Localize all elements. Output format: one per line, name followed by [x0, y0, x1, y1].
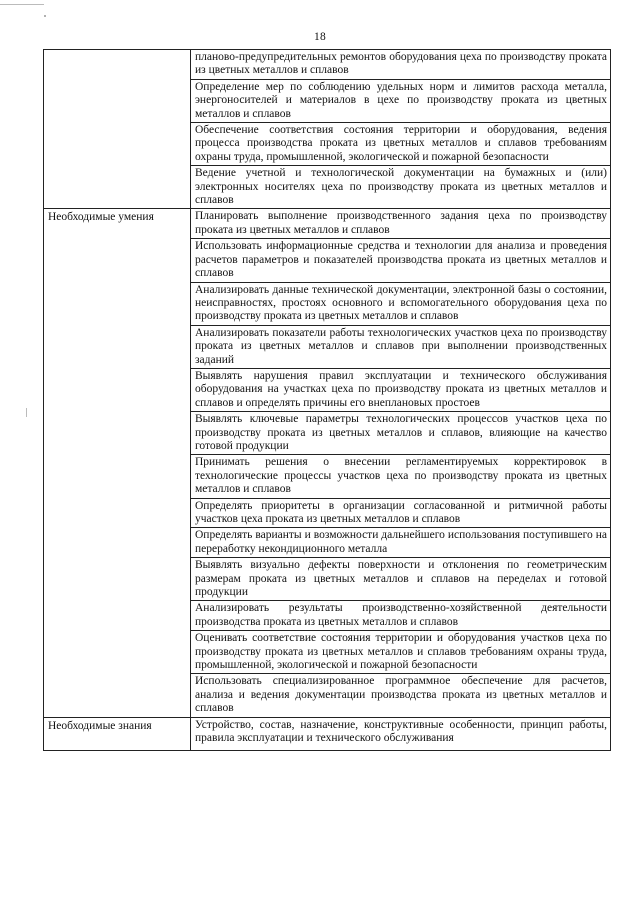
table-cell: Анализировать данные технической документации, электронной базы о состоянии, неисправностях, простоях основного и вспомогательного оборудования цеха по производству проката из цветных металлов и сплавов	[191, 282, 611, 325]
section-label-skills: Необходимые умения	[44, 209, 191, 717]
scan-corner-mark	[0, 0, 44, 5]
table-row	[44, 717, 611, 750]
section-label-continued	[44, 50, 191, 209]
page-number: 18	[314, 31, 326, 43]
table-cell: Выявлять визуально дефекты поверхности и отклонения по геометрическим размерам проката из цветных металлов и сплавов на переделах и готовой продукции	[191, 558, 611, 601]
requirements-table	[43, 49, 611, 751]
table-cell: Использовать информационные средства и технологии для анализа и проведения расчетов параметров и показателей производства проката из цветных металлов и сплавов	[191, 239, 611, 282]
scan-speck	[44, 15, 46, 17]
table-cell: Выявлять ключевые параметры технологических процессов участков цеха по производству проката из цветных металлов и сплавов, влияющие на качество готовой продукции	[191, 412, 611, 455]
table-cell: Определение мер по соблюдению удельных норм и лимитов расхода металла, энергоносителей и материалов в цехе по производству проката из цветных металлов и сплавов	[191, 79, 611, 122]
table-cell: Обеспечение соответствия состояния территории и оборудования, ведения процесса производства проката из цветных металлов и сплавов требованиям охраны труда, промышленной, экологической и пожарной безопасности	[191, 123, 611, 166]
section-label-knowledge: Необходимые знания	[44, 717, 191, 750]
scan-speck	[26, 408, 27, 417]
table-cell: планово-предупредительных ремонтов оборудования цеха по производству проката из цветных металлов и сплавов	[191, 50, 611, 80]
table-cell: Определять варианты и возможности дальнейшего использования поступившего на переработку некондиционного металла	[191, 528, 611, 558]
table-cell: Использовать специализированное программное обеспечение для расчетов, анализа и ведения документации производства проката из цветных металлов и сплавов	[191, 674, 611, 717]
table-cell: Определять приоритеты в организации согласованной и ритмичной работы участков цеха проката из цветных металлов и сплавов	[191, 498, 611, 528]
table-cell: Устройство, состав, назначение, конструктивные особенности, принцип работы, правила эксплуатации и технического обслуживания	[191, 717, 611, 750]
table-cell: Оценивать соответствие состояния территории и оборудования участков цеха по производству проката из цветных металлов и сплавов требованиям охраны труда, промышленной, экологической и пожарной безопасности	[191, 631, 611, 674]
table-row	[44, 209, 611, 239]
table-cell: Анализировать показатели работы технологических участков цеха по производству проката из цветных металлов и сплавов при выполнении производственных заданий	[191, 325, 611, 368]
table-cell: Анализировать результаты производственно-хозяйственной деятельности производства проката из цветных металлов и сплавов	[191, 601, 611, 631]
table-cell: Ведение учетной и технологической документации на бумажных и (или) электронных носителях цеха по производству проката из цветных металлов и сплавов	[191, 166, 611, 209]
table-cell: Планировать выполнение производственного задания цеха по производству проката из цветных металлов и сплавов	[191, 209, 611, 239]
table-cell: Выявлять нарушения правил эксплуатации и технического обслуживания оборудования на участках цеха по производству проката из цветных металлов и сплавов и определять причины его внеплановых простоев	[191, 368, 611, 411]
table-cell: Принимать решения о внесении регламентируемых корректировок в технологические процессы участков цеха по производству проката из цветных металлов и сплавов	[191, 455, 611, 498]
table-row	[44, 50, 611, 80]
